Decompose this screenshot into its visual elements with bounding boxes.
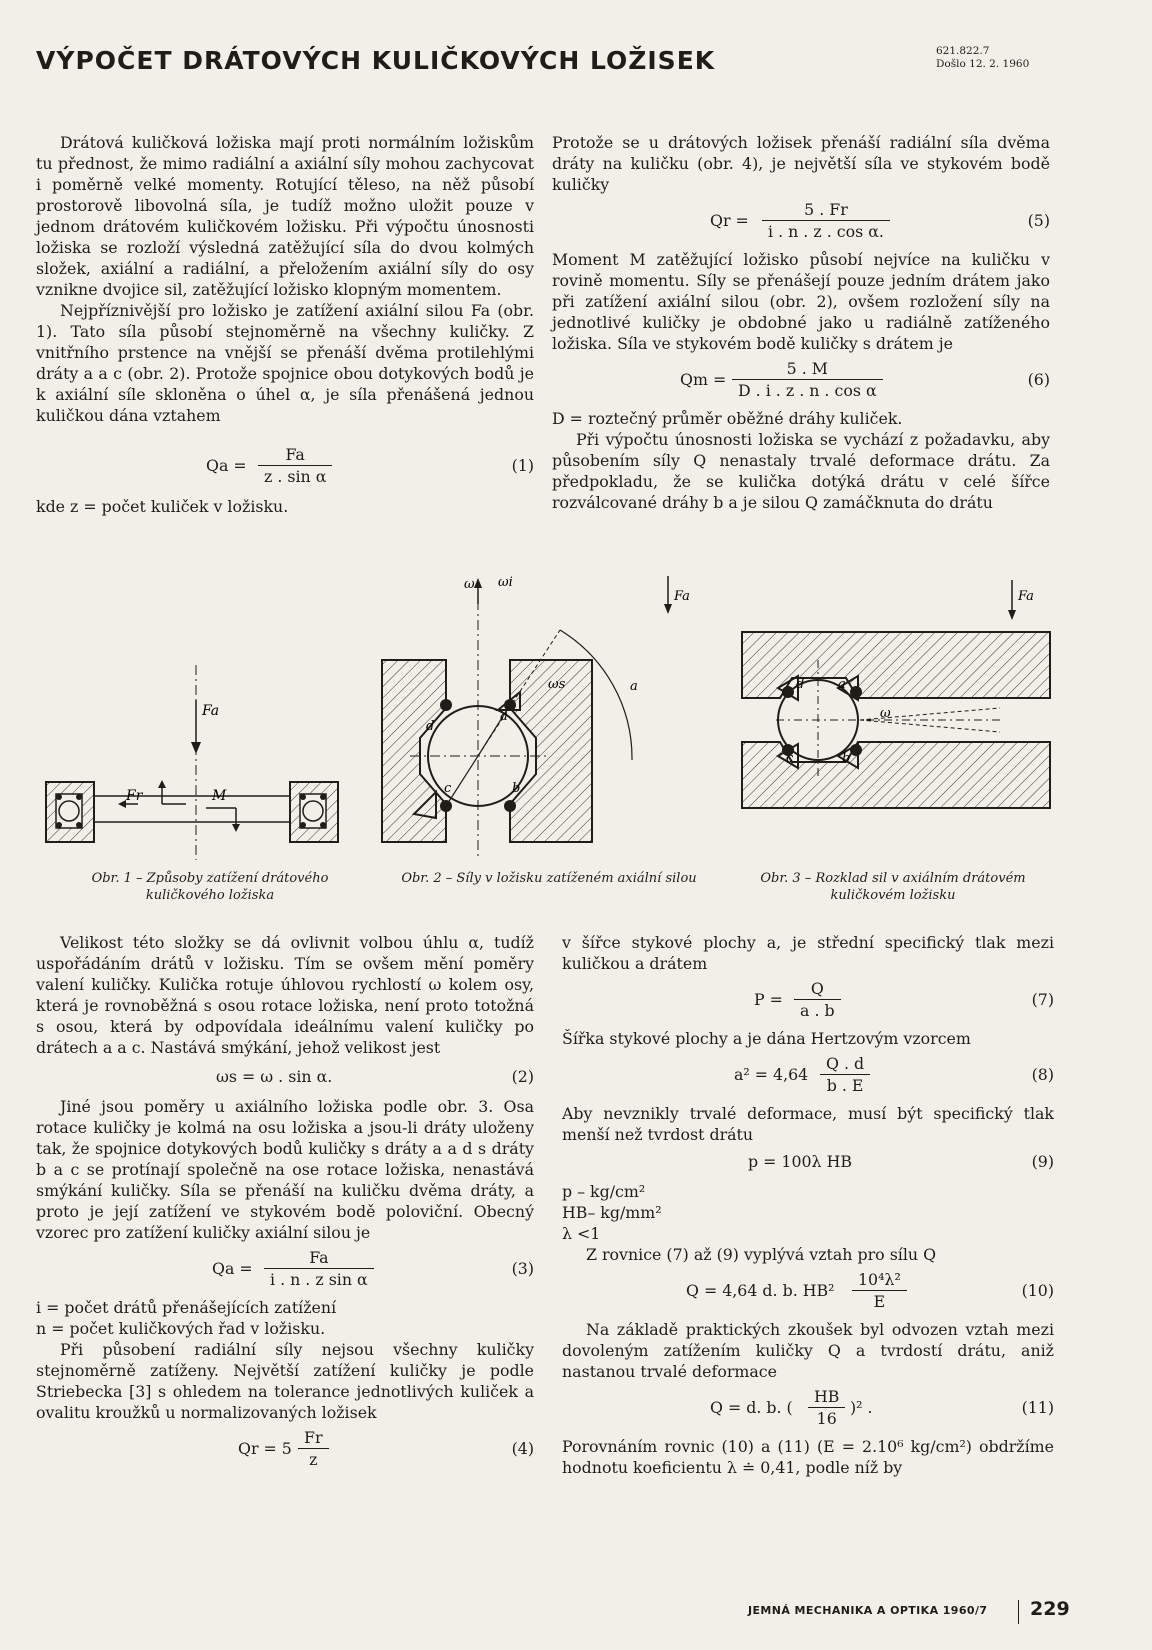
numerator: 10⁴λ²	[852, 1269, 907, 1291]
equation-rhs: )² .	[850, 1398, 873, 1417]
fig2-omega-i-label: ωi	[498, 575, 513, 590]
equation-5	[552, 199, 1050, 245]
paragraph: Porovnáním rovnic (10) a (11) (E = 2.10⁶ kg/cm²) obdržíme hodnotu koeficientu λ ≐ 0,41, podle níž by	[562, 1437, 1054, 1477]
equation-expression: ωs = ω . sin α.	[216, 1067, 333, 1086]
equation-8	[562, 1053, 1054, 1099]
fig1-fr-label: Fr	[126, 788, 143, 804]
fig3-label-c: c	[786, 751, 794, 766]
equation-number: (3)	[511, 1259, 534, 1278]
equation-expression: p = 100λ HB	[748, 1152, 852, 1171]
paragraph: Aby nevznikly trvalé deformace, musí být specifický tlak menší než tvrdost drátu	[562, 1104, 1054, 1144]
article-title: VÝPOČET DRÁTOVÝCH KULIČKOVÝCH LOŽISEK	[36, 46, 716, 75]
equation-number: (7)	[1031, 990, 1054, 1009]
paragraph: Z rovnice (7) až (9) vyplývá vztah pro sílu Q	[586, 1245, 937, 1264]
numerator: HB	[808, 1386, 845, 1408]
fig2-fa-label: Fa	[674, 589, 690, 604]
equation-lhs: P =	[754, 990, 783, 1009]
unit-line: λ <1	[562, 1224, 601, 1243]
numerator: 5 . M	[732, 358, 883, 380]
equation-lhs: Qm =	[680, 370, 727, 389]
paragraph: Velikost této složky se dá ovlivnit volbou úhlu α, tudíž uspořádáním drátů v ložisku. Tím se ovšem mění poměry valení kuličky. Kulička rotuje úhlovou rychlostí ω kolem osy, která je rovnoběžná s osou rotace ložiska, není proto totožná s osou, která by odpovídala ideálnímu valení kuličky po drátech a a c. Nastává smýkání, jehož velikost jest	[36, 933, 534, 1057]
equation-lhs: Qa =	[206, 456, 247, 475]
left-top-column	[36, 132, 534, 517]
definition-line: i = počet drátů přenášejících zatížení	[36, 1298, 337, 1317]
equation-fraction	[298, 1427, 329, 1470]
numerator: 5 . Fr	[762, 199, 890, 221]
denominator: i . n . z . cos α.	[768, 222, 884, 241]
right-top-column	[552, 132, 1050, 513]
left-bottom-column	[36, 932, 534, 1477]
numerator: Fr	[298, 1427, 329, 1449]
equation-fraction	[852, 1269, 907, 1312]
equation-11	[562, 1386, 1054, 1432]
paragraph: Nejpříznivější pro ložisko je zatížení axiální silou Fa (obr. 1). Tato síla působí stejnoměrně na všechny kuličky. Z vnitřního prstence na vnější se přenáší dvěma protilehlými dráty a a c (obr. 2). Protože spojnice obou dotykových bodů je k axiální síle skloněna o úhel α, je síla přenášená jednou kuličkou dána vztahem	[36, 301, 534, 425]
equation-number: (8)	[1031, 1065, 1054, 1084]
paragraph: Jiné jsou poměry u axiálního ložiska podle obr. 3. Osa rotace kuličky je kolmá na osu ložiska a jsou-li dráty uloženy tak, že spojnice dotykových bodů kuličky s dráty a a d s dráty b a c se protínají společně na ose rotace ložiska, nenastává smýkání kuličky. Síla se přenáší na kuličku dvěma dráty, a proto je její zatížení ve stykovém bodě poloviční. Obecný vzorec pro zatížení kuličky axiální silou je	[36, 1097, 534, 1242]
definition-line: n = počet kuličkových řad v ložisku.	[36, 1319, 326, 1338]
paragraph: Na základě praktických zkoušek byl odvozen vztah mezi dovoleným zatížením kuličky Q a tvrdostí drátu, aniž nastanou trvalé deformace	[562, 1320, 1054, 1381]
equation-number: (9)	[1031, 1152, 1054, 1171]
equation-number: (11)	[1021, 1398, 1054, 1417]
equation-number: (10)	[1021, 1281, 1054, 1300]
paragraph: kde z = počet kuliček v ložisku.	[36, 497, 289, 516]
numerator: Q . d	[820, 1053, 870, 1075]
equation-2	[36, 1062, 534, 1092]
equation-fraction	[732, 358, 883, 401]
equation-number: (5)	[1027, 211, 1050, 230]
denominator: a . b	[800, 1001, 835, 1020]
equation-fraction	[258, 444, 332, 487]
fig3-fa-label: Fa	[1018, 589, 1034, 604]
equation-fraction	[808, 1386, 845, 1429]
equation-3	[36, 1247, 534, 1293]
paragraph: D = roztečný průměr oběžné dráhy kuliček.	[552, 409, 903, 428]
equation-fraction	[762, 199, 890, 242]
equation-10	[562, 1269, 1054, 1315]
paragraph: Protože se u drátových ložisek přenáší radiální síla dvěma dráty na kuličku (obr. 4), je největší síla ve stykovém bodě kuličky	[552, 133, 1050, 194]
equation-lhs: Qr = 5	[238, 1439, 292, 1458]
figure-2-caption: Obr. 2 – Síly v ložisku zatíženém axiální silou	[401, 871, 697, 886]
fig2-label-d: d	[426, 719, 435, 734]
equation-lhs: a² = 4,64	[734, 1065, 809, 1084]
equation-lhs: Q = 4,64 d. b. HB²	[686, 1281, 835, 1300]
footer-divider	[1018, 1600, 1019, 1624]
equation-4	[36, 1427, 534, 1473]
journal-name: JEMNÁ MECHANIKA A OPTIKA 1960/7	[748, 1604, 988, 1617]
figure-1-caption: Obr. 1 – Způsoby zatížení drátového kuličkového ložiska	[91, 871, 329, 903]
denominator: z	[309, 1450, 318, 1469]
numerator: Fa	[264, 1247, 374, 1269]
unit-line: p – kg/cm²	[562, 1182, 646, 1201]
denominator: i . n . z sin α	[270, 1270, 368, 1289]
figure-1-bearing	[46, 665, 338, 860]
right-bottom-column	[562, 932, 1054, 1478]
fig3-label-b: b	[842, 751, 851, 766]
fig3-label-d: d	[796, 677, 805, 692]
fig3-omega-label: ω	[880, 706, 891, 721]
paragraph: Při výpočtu únosnosti ložiska se vychází z požadavku, aby působením síly Q nenastaly trvalé deformace drátu. Za předpokladu, že se kulička dotýká drátu v celé šířce rozválcované dráhy b a je silou Q zamáčknuta do drátu	[552, 430, 1050, 512]
equation-lhs: Qr =	[710, 211, 749, 230]
fig2-label-a: a	[500, 709, 508, 724]
fig1-m-label: M	[212, 788, 227, 804]
fig1-fa-label: Fa	[202, 703, 220, 719]
equation-lhs: Q = d. b. (	[710, 1398, 793, 1417]
paragraph: Drátová kuličková ložiska mají proti normálním ložiskům tu přednost, že mimo radiální a axiální síly mohou zachycovat i poměrně velké momenty. Rotující těleso, na něž působí prostorově libovolná síla, je tudíž možno uložit pouze v jednom drátovém kuličkovém ložisku. Při výpočtu únosnosti ložiska se rozloží výsledná zatěžující síla do dvou kolmých složek, axiální a radiální, a přeložením axiální síly do osy vznikne dvojice sil, zatěžující ložisko klopným momentem.	[36, 133, 534, 299]
equation-fraction	[264, 1247, 374, 1290]
fig2-omega-s-label: ωs	[548, 677, 566, 692]
numerator: Fa	[258, 444, 332, 466]
fig2-label-c: c	[444, 781, 452, 796]
equation-1	[36, 444, 534, 490]
denominator: z . sin α	[264, 467, 327, 486]
unit-line: HB– kg/mm²	[562, 1203, 662, 1222]
figure-3-axial-bearing	[664, 576, 1050, 808]
equation-fraction	[794, 978, 841, 1021]
page-number: 229	[1030, 1598, 1070, 1620]
fig2-omega-label: ω	[464, 577, 475, 592]
figures	[0, 560, 1152, 880]
fig3-label-a: a	[838, 677, 846, 692]
received-date: Došlo 12. 2. 1960	[936, 58, 1030, 70]
figure-3-caption: Obr. 3 – Rozklad sil v axiálním drátovém kuličkovém ložisku	[760, 871, 1026, 903]
equation-lhs: Qa =	[212, 1259, 253, 1278]
equation-number: (1)	[511, 456, 534, 475]
equation-fraction	[820, 1053, 870, 1096]
denominator: E	[873, 1292, 886, 1311]
paragraph: Šířka stykové plochy a je dána Hertzovým vzorcem	[562, 1029, 971, 1048]
denominator: b . E	[826, 1076, 864, 1095]
equation-number: (4)	[511, 1439, 534, 1458]
numerator: Q	[794, 978, 841, 1000]
equation-number: (6)	[1027, 370, 1050, 389]
paragraph: v šířce stykové plochy a, je střední specifický tlak mezi kuličkou a drátem	[562, 933, 1054, 973]
article-meta	[936, 45, 1029, 71]
udc-code: 621.822.7	[936, 45, 990, 57]
denominator: 16	[816, 1409, 837, 1428]
equation-9	[562, 1149, 1054, 1177]
paragraph: Při působení radiální síly nejsou všechny kuličky stejnoměrně zatíženy. Největší zatížení kuličky je podle Striebecka [3] s ohledem na tolerance jednotlivých kuliček a ovalitu kroužků u normalizovaných ložisek	[36, 1340, 534, 1422]
fig2-angle-label: a	[630, 679, 638, 694]
paragraph: Moment M zatěžující ložisko působí nejvíce na kuličku v rovině momentu. Síly se přenášejí pouze jedním drátem jako při zatížení axiální silou (obr. 2), ovšem rozložení síly na jednotlivé kuličky je obdobné jako u radiálně zatíženého ložiska. Síla ve stykovém bodě kuličky s drátem je	[552, 250, 1050, 353]
fig2-label-b: b	[512, 781, 521, 796]
figure-2-bearing-section	[382, 575, 638, 860]
equation-7	[562, 978, 1054, 1024]
equation-6	[552, 358, 1050, 404]
equation-number: (2)	[511, 1067, 534, 1086]
denominator: D . i . z . n . cos α	[738, 381, 877, 400]
